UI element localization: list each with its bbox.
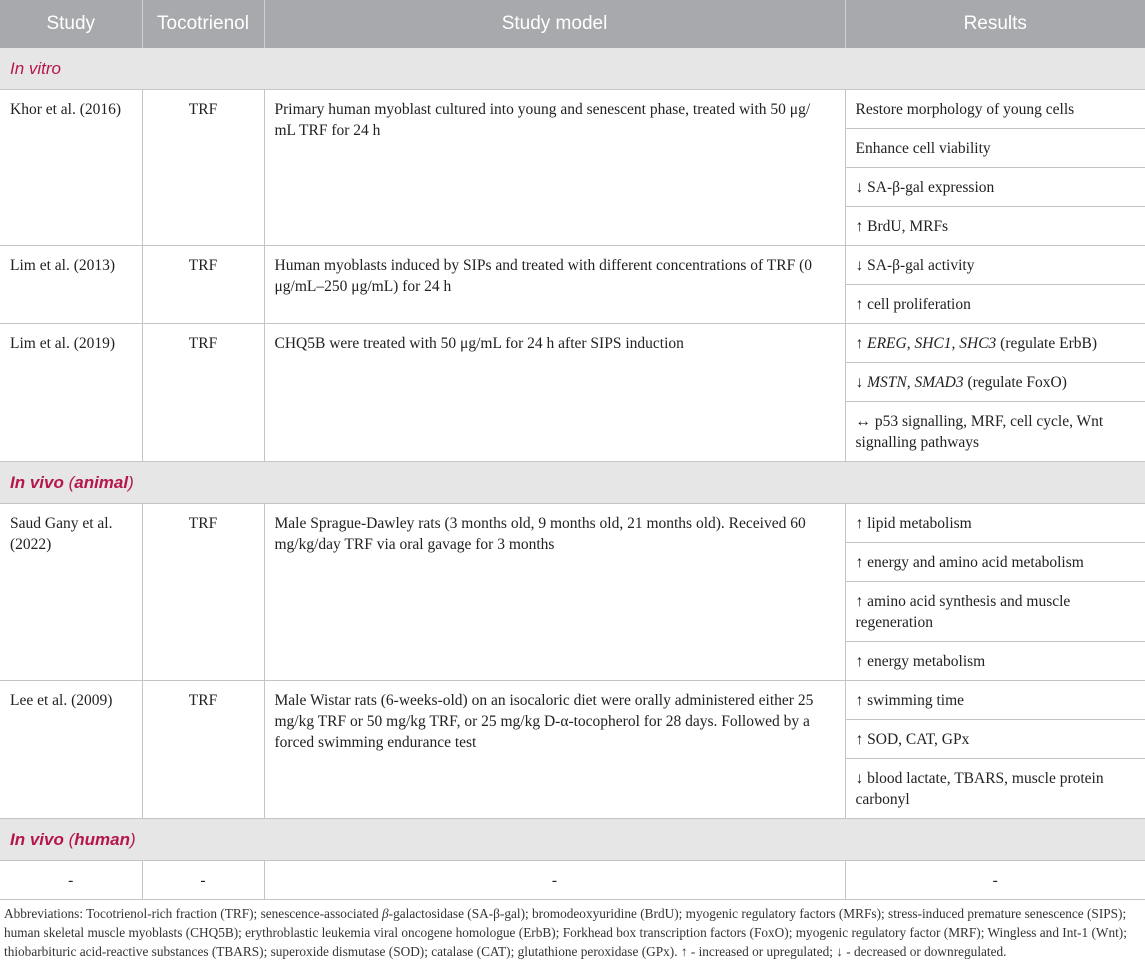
study-cell: Lee et al. (2009) [0,681,142,819]
header-results: Results [845,0,1145,48]
model-cell: Primary human myoblast cultured into young and senescent phase, treated with 50 μg/ mL TRF for 24 h [264,90,845,246]
study-cell: Lim et al. (2013) [0,246,142,324]
result-item: ↓ blood lactate, TBARS, muscle protein carbonyl [855,770,1104,808]
section-label: In vivo (human) [0,819,1145,861]
result-item: ↑ swimming time [846,681,1145,720]
result-item: ↑ BrdU, MRFs [855,218,949,235]
results-cell [845,90,1145,246]
table-row [0,681,1145,819]
section-in-vitro [0,48,1145,90]
result-item: ↑ cell proliferation [855,296,971,313]
table-row [0,324,1145,462]
tocotrienol-cell: TRF [142,504,264,681]
model-cell: CHQ5B were treated with 50 μg/mL for 24 h after SIPS induction [264,324,845,462]
section-in-vivo-human [0,819,1145,861]
result-item: ↑ energy and amino acid metabolism [846,543,1145,582]
results-cell: - [845,861,1145,900]
table-row [0,246,1145,324]
header-tocotrienol: Tocotrienol [142,0,264,48]
results-cell [845,324,1145,462]
results-cell [845,246,1145,324]
tocotrienol-cell: TRF [142,246,264,324]
study-cell: Khor et al. (2016) [0,90,142,246]
table-row [0,504,1145,681]
section-label: In vivo (animal) [0,462,1145,504]
result-item: ↑ SOD, CAT, GPx [846,720,1145,759]
header-study-model: Study model [264,0,845,48]
table-row [0,90,1145,246]
tocotrienol-cell: TRF [142,681,264,819]
model-cell: Male Wistar rats (6-weeks-old) on an isocaloric diet were orally administered either 25 mg/kg TRF or 50 mg/kg TRF, or 25 mg/kg D-α-tocopherol for 28 days. Followed by a forced swimming endurance test [264,681,845,819]
result-item: ↓ SA-β-gal expression [846,168,1145,207]
tocotrienol-cell: TRF [142,324,264,462]
results-cell [845,681,1145,819]
section-label: In vitro [0,48,1145,90]
result-item: ↑ EREG, SHC1, SHC3 (regulate ErbB) [846,324,1145,363]
result-item: Restore morphology of young cells [846,90,1145,129]
result-item: Enhance cell viability [846,129,1145,168]
study-cell: Lim et al. (2019) [0,324,142,462]
result-item: ↓ SA-β-gal activity [846,246,1145,285]
header-study: Study [0,0,142,48]
model-cell: - [264,861,845,900]
abbreviations-footnote: Abbreviations: Tocotrienol-rich fraction (TRF); senescence-associated β-galactosidase (SA-β-gal); bromodeoxyuridine (BrdU); myogenic regulatory factors (MRFs); stress-induced premature senescence (SIPS); human skeletal muscle myoblasts (CHQ5B); erythroblastic leukemia viral oncogene homologue (ErbB); Forkhead box transcription factors (FoxO); myogenic regulatory factor (MRF); Wingless and Int-1 (Wnt); thiobarbituric acid-reactive substances (TBARS); superoxide dismutase (SOD); catalase (CAT); glutathione peroxidase (GPx). ↑ - increased or upregulated; ↓ - decreased or downregulated. [4,906,1127,959]
result-item: ↑ amino acid synthesis and muscle regeneration [846,582,1145,642]
result-item: ↑ lipid metabolism [846,504,1145,543]
table-row [0,861,1145,900]
study-cell: Saud Gany et al. (2022) [0,504,142,681]
study-cell: - [0,861,142,900]
result-item: ↓ MSTN, SMAD3 (regulate FoxO) [846,363,1145,402]
model-cell: Male Sprague-Dawley rats (3 months old, 9 months old, 21 months old). Received 60 mg/kg/day TRF via oral gavage for 3 months [264,504,845,681]
results-cell [845,504,1145,681]
result-item: ↑ energy metabolism [855,653,986,670]
tocotrienol-cell: - [142,861,264,900]
tocotrienol-cell: TRF [142,90,264,246]
result-item: ↔ p53 signalling, MRF, cell cycle, Wnt signalling pathways [855,413,1104,451]
header-row [0,0,1145,48]
section-in-vivo-animal [0,462,1145,504]
model-cell: Human myoblasts induced by SIPs and treated with different concentrations of TRF (0 μg/mL–250 μg/mL) for 24 h [264,246,845,324]
